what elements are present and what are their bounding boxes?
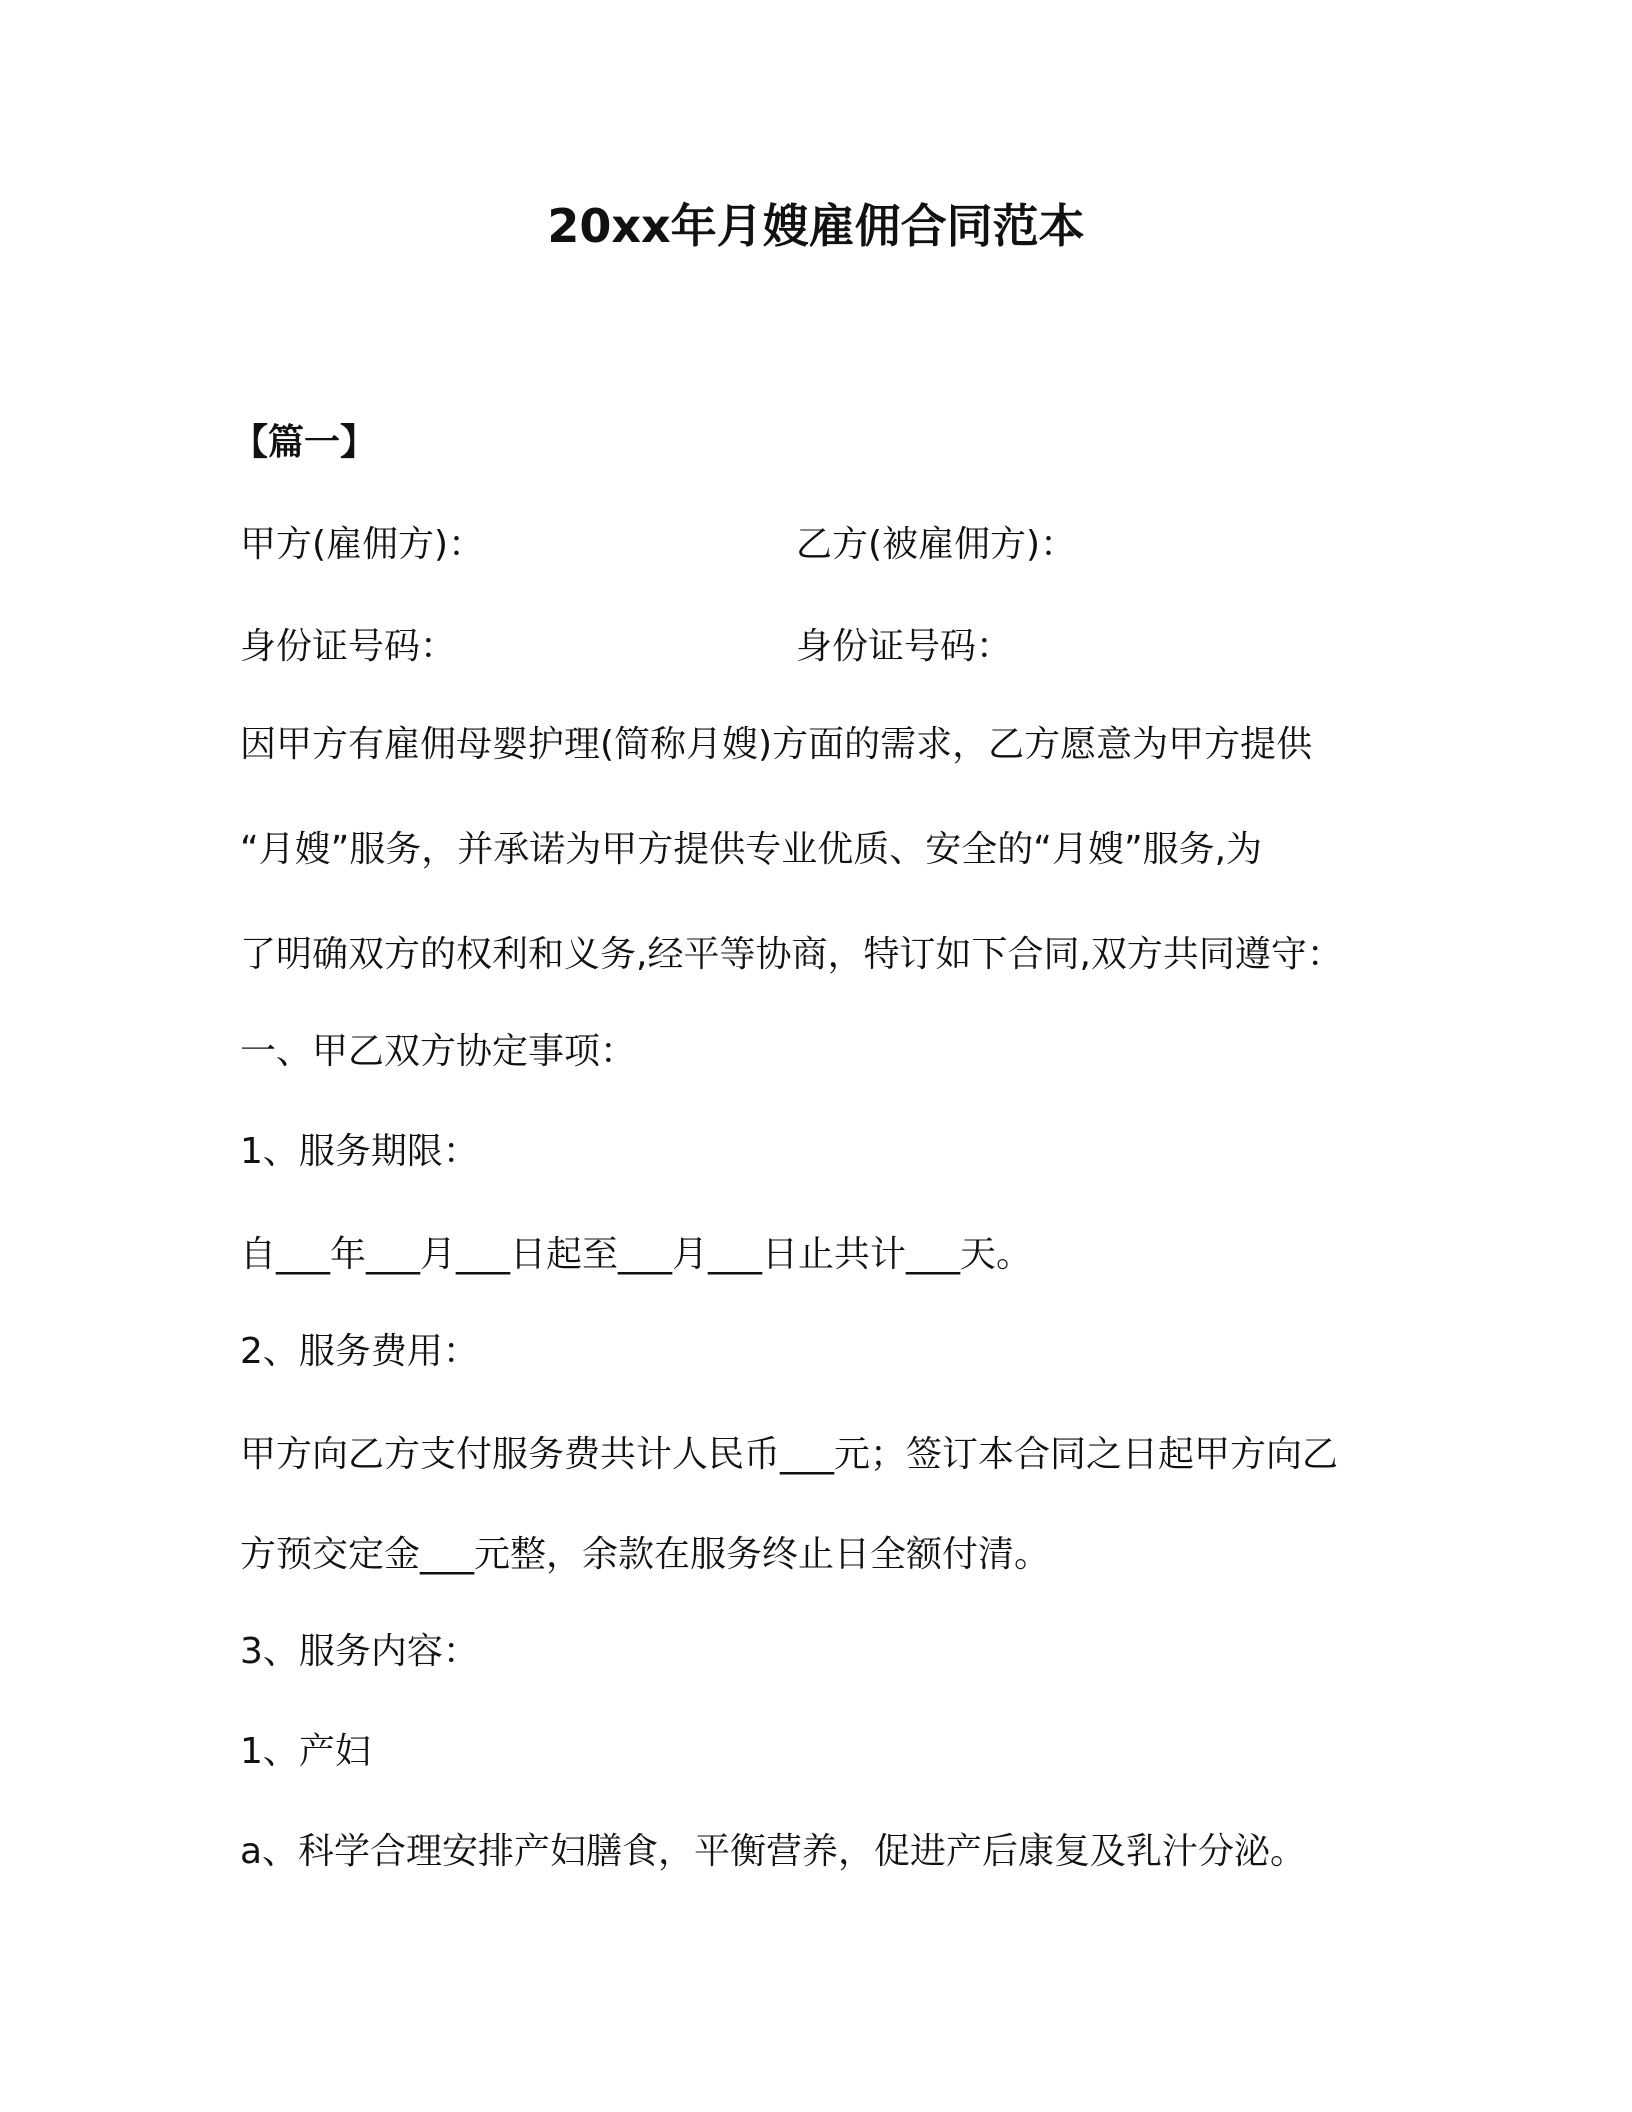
party-a-label: 甲方(雇佣方)： [240,524,485,565]
intro-line-2: “月嫂”服务，并承诺为甲方提供专业优质、安全的“月嫂”服务,为 [240,829,1263,870]
id-b-label: 身份证号码： [796,626,1013,667]
sub-item-1-title: 1、产妇 [240,1731,371,1772]
party-b-label: 乙方(被雇佣方)： [796,524,1077,565]
item-1-text: 自___年___月___日起至___月___日止共计___天。 [240,1234,1033,1275]
intro-line-3: 了明确双方的权利和义务,经平等协商，特订如下合同,双方共同遵守： [240,934,1343,975]
section-tag: 【篇一】 [232,422,377,463]
intro-line-1: 因甲方有雇佣母婴护理(简称月嫂)方面的需求，乙方愿意为甲方提供 [240,724,1313,765]
id-a-label: 身份证号码： [240,626,457,667]
item-2-title: 2、服务费用： [240,1331,479,1372]
item-2-text-line-2: 方预交定金___元整，余款在服务终止日全额付清。 [240,1534,1051,1575]
document-title: 20xx年月嫂雇佣合同范本 [547,199,1085,253]
item-3-title: 3、服务内容： [240,1631,479,1672]
item-2-text-line-1: 甲方向乙方支付服务费共计人民币___元；签订本合同之日起甲方向乙 [240,1434,1339,1475]
item-1-title: 1、服务期限： [240,1131,479,1172]
sub-item-1a-text: a、科学合理安排产妇膳食，平衡营养，促进产后康复及乳汁分泌。 [240,1831,1307,1872]
section-heading-1: 一、甲乙双方协定事项： [240,1031,637,1072]
